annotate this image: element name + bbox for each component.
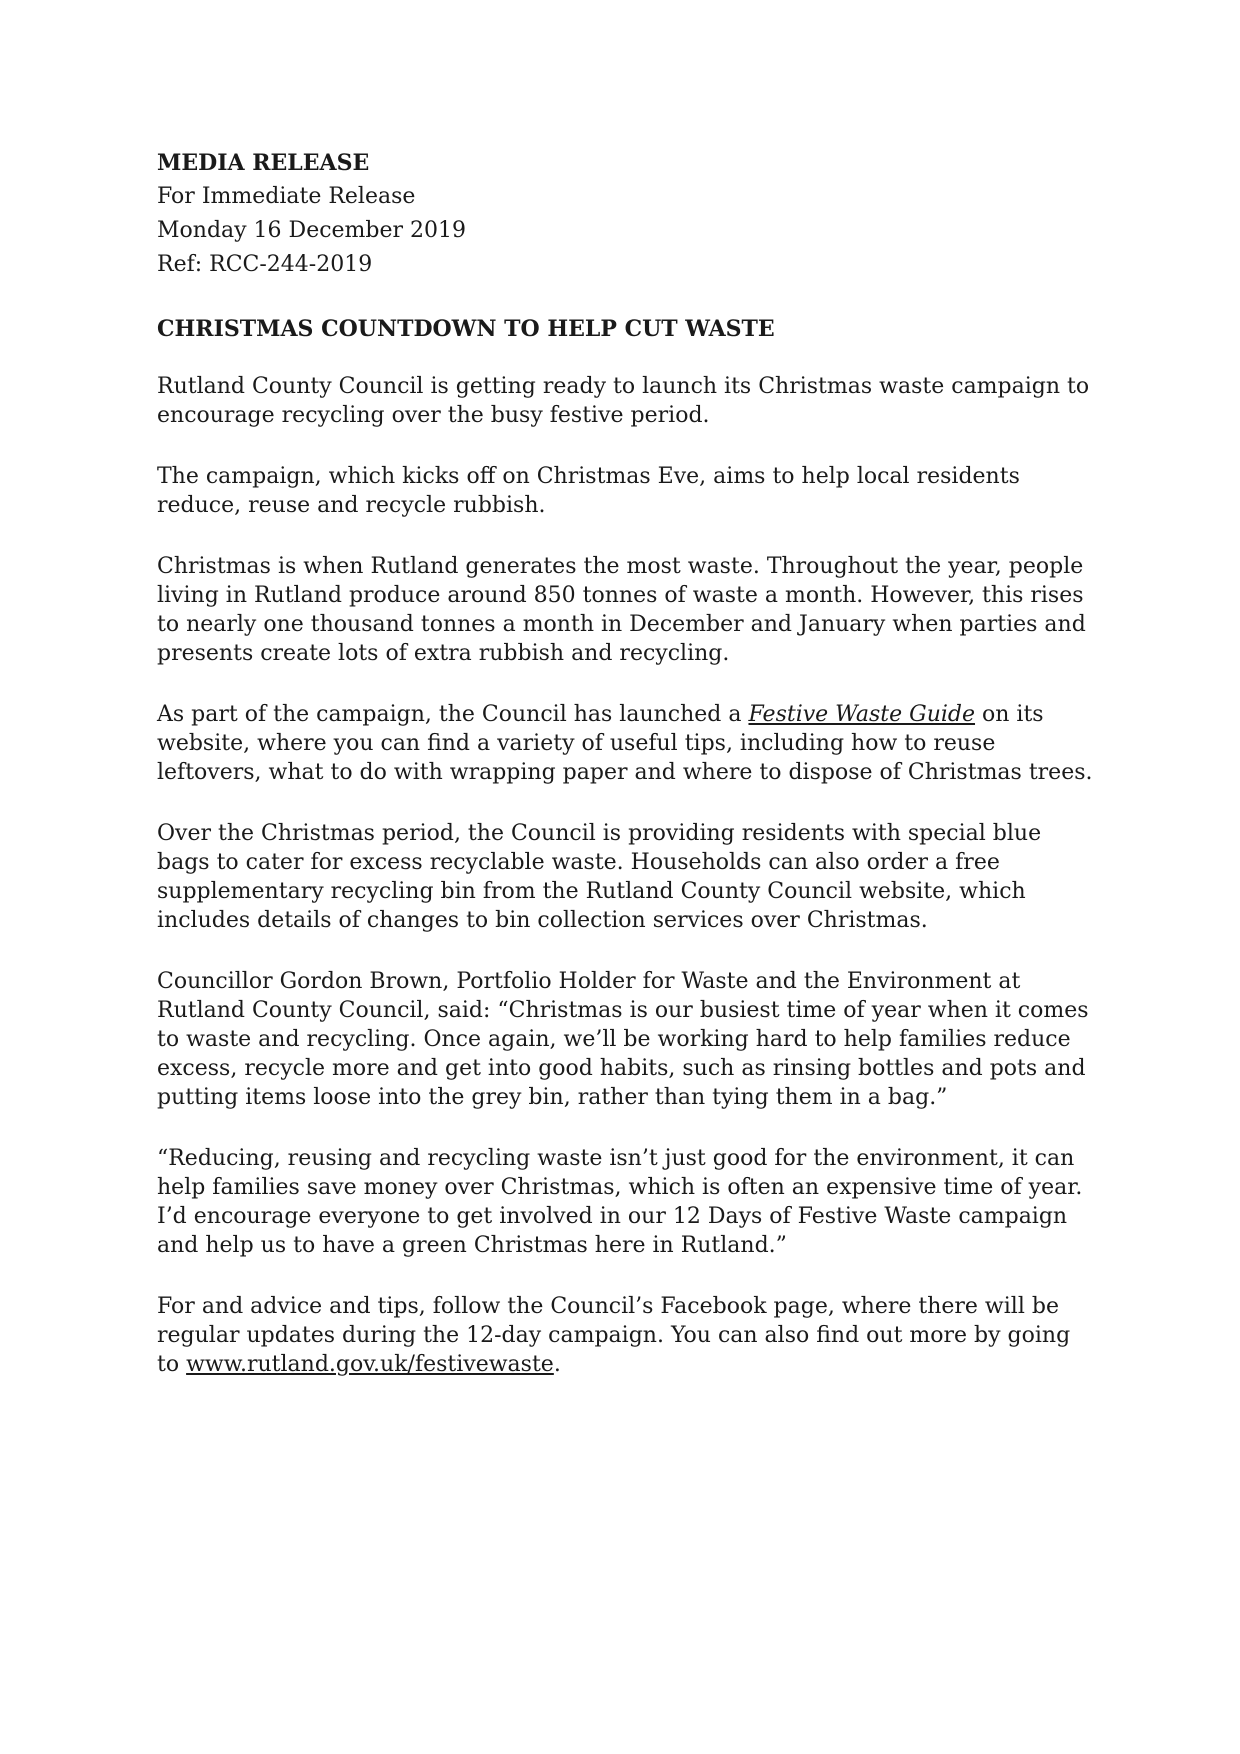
festive-waste-website-link[interactable]: www.rutland.gov.uk/festivewaste: [186, 1352, 554, 1377]
press-release-body: [157, 146, 1097, 1379]
paragraph-more-info-text-start: For and advice and tips, follow the Council’s Facebook page, where there will be regular updates during the 12-day campaign. You can also find out more by going to: [157, 1294, 1071, 1377]
festive-waste-guide-link[interactable]: Festive Waste Guide: [748, 702, 976, 727]
paragraph-festive-guide-text-end: on its website, where you can find a variety of useful tips, including how to reuse leftovers, what to do with wrapping paper and where to dispose of Christmas trees.: [157, 702, 1093, 785]
paragraph-festive-guide: [157, 700, 1097, 787]
paragraph-waste-stats: Christmas is when Rutland generates the most waste. Throughout the year, people living in Rutland produce around 850 tonnes of waste a month. However, this rises to nearly one thousand tonnes a month in December and January when parties and presents create lots of extra rubbish and recycling.: [157, 554, 1086, 666]
paragraph-festive-guide-text-start: As part of the campaign, the Council has launched a: [157, 702, 749, 727]
release-reference: Ref: RCC-244-2019: [157, 252, 373, 277]
paragraph-councillor-quote: Councillor Gordon Brown, Portfolio Holder for Waste and the Environment at Rutland County Council, said: “Christmas is our busiest time of year when it comes to waste and recycling. Once again, we’ll be working hard to help families reduce excess, recycle more and get into good habits, such as rinsing bottles and pots and putting items loose into the grey bin, rather than tying them in a bag.”: [157, 969, 1089, 1110]
release-date: Monday 16 December 2019: [157, 218, 467, 243]
release-type: For Immediate Release: [157, 184, 416, 209]
headline: CHRISTMAS COUNTDOWN TO HELP CUT WASTE: [157, 316, 775, 342]
paragraph-more-info-text-end: .: [553, 1352, 561, 1377]
paragraph-campaign: The campaign, which kicks off on Christmas Eve, aims to help local residents reduce, reuse and recycle rubbish.: [157, 464, 1020, 518]
paragraph-more-info: [157, 1292, 1097, 1379]
release-title: MEDIA RELEASE: [157, 150, 370, 176]
paragraph-blue-bags: Over the Christmas period, the Council is providing residents with special blue bags to cater for excess recyclable waste. Households can also order a free supplementary recycling bin from the Rutland County Council website, which includes details of changes to bin collection services over Christmas.: [157, 821, 1042, 933]
paragraph-intro: Rutland County Council is getting ready to launch its Christmas waste campaign to encourage recycling over the busy festive period.: [157, 374, 1090, 428]
paragraph-quote-continued: “Reducing, reusing and recycling waste isn’t just good for the environment, it can help families save money over Christmas, which is often an expensive time of year. I’d encourage everyone to get involved in our 12 Days of Festive Waste campaign and help us to have a green Christmas here in Rutland.”: [157, 1146, 1083, 1258]
release-header: [157, 146, 1097, 282]
